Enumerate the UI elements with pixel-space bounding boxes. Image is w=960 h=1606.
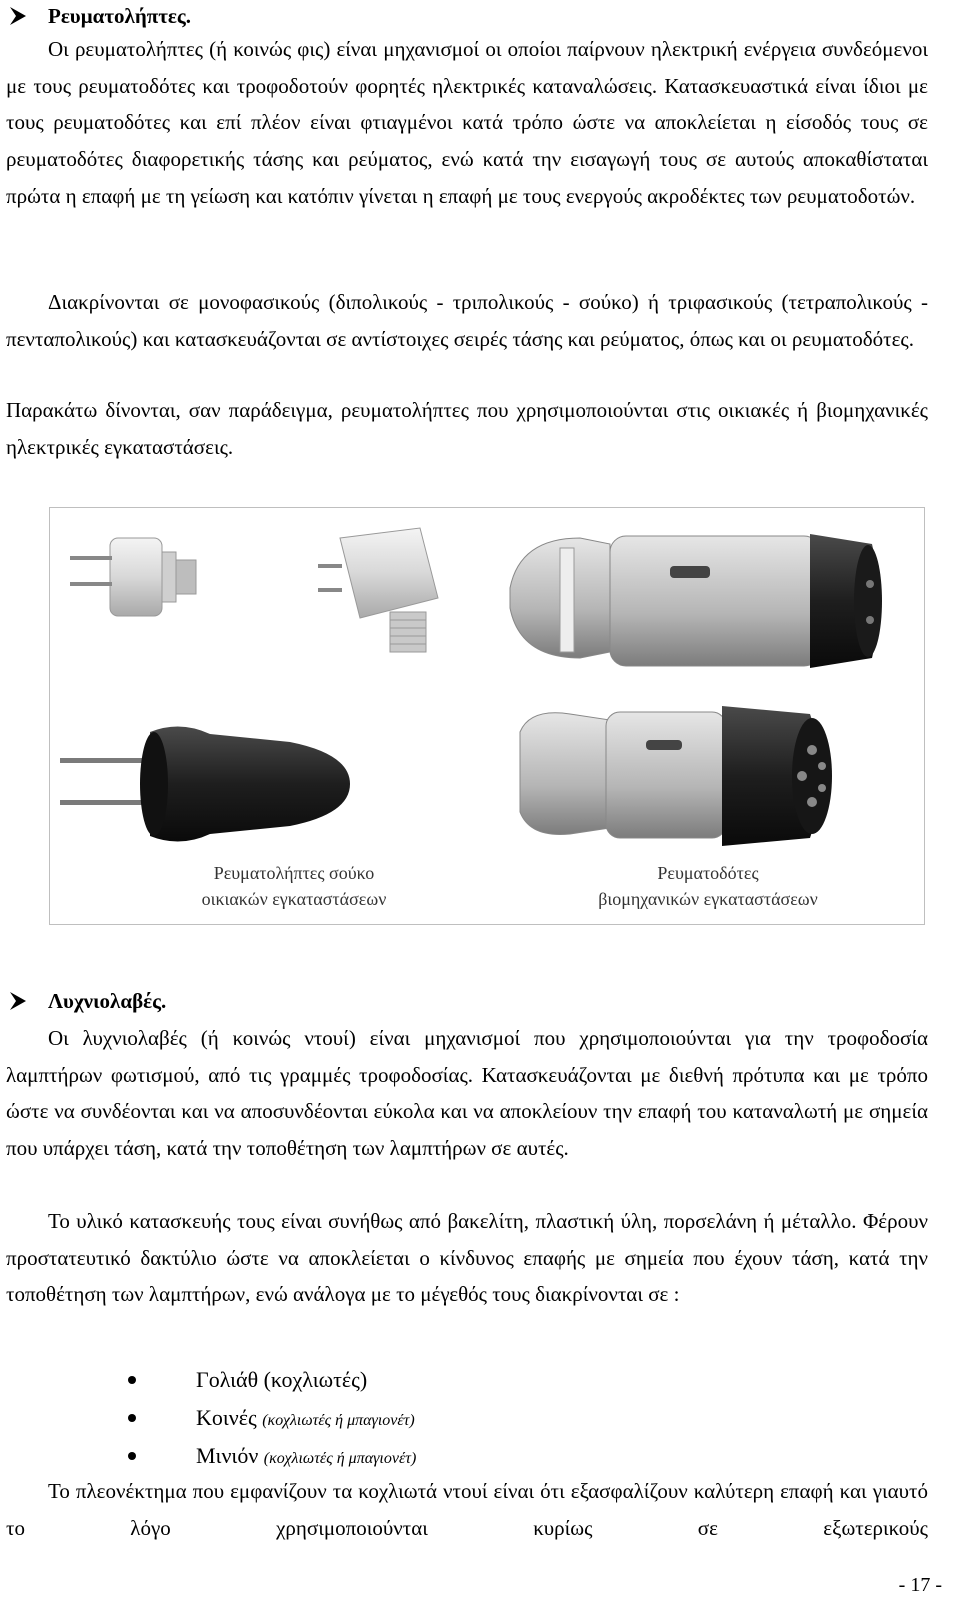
arrow-bullet-icon xyxy=(8,990,28,1012)
caption-line: βιομηχανικών εγκαταστάσεων xyxy=(598,889,818,909)
industrial-plug-5pin xyxy=(520,706,832,846)
section-title: Λυχνιολαβές. xyxy=(48,989,167,1013)
plugs-figure xyxy=(49,507,925,925)
page-number: - 17 - xyxy=(898,1574,942,1596)
caption-industrial-sockets xyxy=(558,860,858,912)
lampholder-types-list xyxy=(0,1361,940,1475)
industrial-plug-3pin xyxy=(510,534,882,668)
caption-line: οικιακών εγκαταστάσεων xyxy=(201,889,387,909)
list-item-note: (κοχλιωτές ή μπαγιονέτ) xyxy=(262,1412,415,1429)
white-schuko-plug-angled xyxy=(318,528,438,652)
paragraph: Οι ρευματολήπτες (ή κοινώς φις) είναι μηχανισμοί οι οποίοι παίρνουν ηλεκτρική ενέργεια συνδεόμενοι με τους ρευματοδότες και τροφοδοτούν φορητές ηλεκτρικές καταναλώσεις. Κατασκευαστικά είναι ίδιοι με τους ρευματοδότες και επί πλέον είναι φτιαγμένοι κατά τρόπο ώστε να αποκλείεται η είσοδός τους σε ρευματοδότες διαφορετικής τάσης και ρεύματος, ενώ κατά την εισαγωγή τους σε αυτούς αποκαθίσταται πρώτα η επαφή με τη γείωση και κατόπιν γίνεται η επαφή με τους ενεργούς ακροδέκτες των ρευματοδοτών. xyxy=(6,37,928,208)
caption-line: Ρευματοδότες xyxy=(657,863,759,883)
caption-line: Ρευματολήπτες σούκο xyxy=(213,863,375,883)
bullet-icon xyxy=(128,1452,136,1460)
list-item-label: Μινιόν xyxy=(196,1443,264,1468)
paragraph: Παρακάτω δίνονται, σαν παράδειγμα, ρευματολήπτες που χρησιμοποιούνται στις οικιακές ή βιομηχανικές ηλεκτρικές εγκαταστάσεις. xyxy=(6,398,928,459)
list-item xyxy=(0,1361,940,1399)
caption-household-plugs xyxy=(144,860,444,912)
section-heading-lampholders xyxy=(8,989,166,1013)
list-item xyxy=(0,1437,940,1475)
white-schuko-plug-straight xyxy=(70,538,196,616)
list-item-label: Κοινές xyxy=(196,1405,263,1430)
paragraph: Οι λυχνιολαβές (ή κοινώς ντουί) είναι μηχανισμοί που χρησιμοποιούνται για την τροφοδοσία λαμπτήρων φωτισμού, από τις γραμμές τροφοδοσίας. Κατασκευάζονται με διεθνή πρότυπα και με τρόπο ώστε να συνδέονται και να αποσυνδέονται εύκολα και να αποκλείουν την επαφή του καταναλωτή με σημεία που υπάρχει τάση, κατά την τοποθέτηση των λαμπτήρων σε αυτές. xyxy=(6,1026,928,1161)
list-item-note: (κοχλιωτές ή μπαγιονέτ) xyxy=(263,1450,417,1467)
paragraph: Το πλεονέκτημα που εμφανίζουν τα κοχλιωτά ντουί είναι ότι εξασφαλίζουν καλύτερη επαφή και γιαυτό το λόγο χρησιμοποιούνται κυρίως σε εξωτερικούς xyxy=(6,1479,928,1540)
section-title: Ρευματολήπτες. xyxy=(48,4,192,28)
paragraph: Το υλικό κατασκευής τους είναι συνήθως από βακελίτη, πλαστική ύλη, πορσελάνη ή μέταλλο. Φέρουν προστατευτικό δακτύλιο ώστε να αποκλείεται ο κίνδυνος επαφής με σημεία που έχουν τάση, κατά την τοποθέτηση των λαμπτήρων, ενώ ανάλογα με το μέγεθός τους διακρίνονται σε : xyxy=(6,1209,928,1307)
paragraph: Διακρίνονται σε μονοφασικούς (διπολικούς - τριπολικούς - σούκο) ή τριφασικούς (τετραπολικούς - πενταπολικούς) και κατασκευάζονται σε αντίστοιχες σειρές τάσης και ρεύματος, όπως και οι ρευματοδότες. xyxy=(6,290,928,351)
bullet-icon xyxy=(128,1414,136,1422)
list-item xyxy=(0,1399,940,1437)
bullet-icon xyxy=(128,1376,136,1384)
arrow-bullet-icon xyxy=(8,5,28,27)
list-item-label: Γολιάθ (κοχλιωτές) xyxy=(196,1367,368,1392)
black-schuko-plug xyxy=(60,726,350,841)
section-heading-plugs xyxy=(8,4,191,28)
